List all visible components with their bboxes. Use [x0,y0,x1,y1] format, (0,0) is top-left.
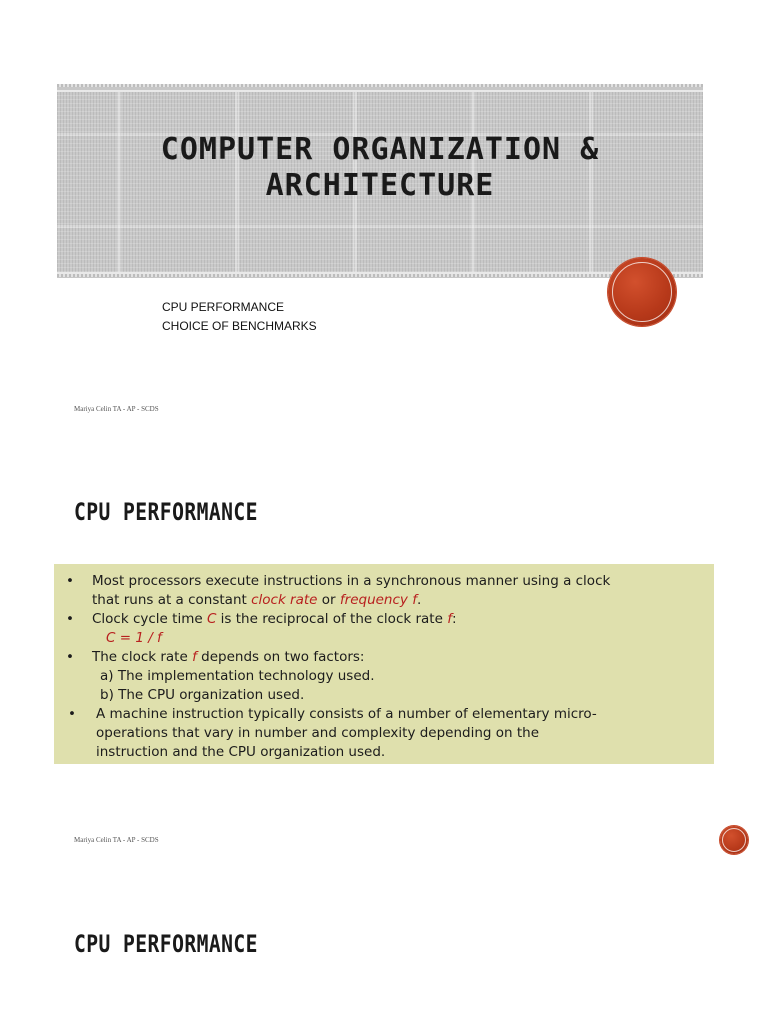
banner-bottom-stripe [57,274,703,277]
slide-subtitle [162,298,317,336]
content-box [54,564,714,764]
bullet-continuation [54,591,714,610]
bullet-icon: • [66,649,74,665]
red-circle-logo-icon [720,826,748,854]
bullet-text: A machine instruction typically consists of a number of elementary micro- [96,706,597,722]
title-slide [0,0,768,440]
section-title: CPU PERFORMANCE [74,498,258,526]
bullet-text: or [317,592,340,608]
emphasis-text: frequency f [339,592,417,608]
bullet-item [54,572,714,591]
slide-footer: Mariya Celin TA - AP - SCDS [74,405,159,413]
bullet-item [54,648,714,667]
bullet-item [54,610,714,629]
subtitle-line-1: CPU PERFORMANCE [162,300,285,314]
title-banner [57,84,703,278]
banner-top-stripe [57,84,703,87]
sub-item-a: a) The implementation technology used. [100,668,375,684]
formula: C = 1 / f [106,630,162,646]
bullet-icon: • [68,706,76,722]
bullet-continuation: operations that vary in number and complexity depending on the [96,725,540,741]
bullet-continuation: instruction and the CPU organization used. [96,744,386,760]
sub-item-b: b) The CPU organization used. [100,687,305,703]
bullet-text: that runs at a constant [92,592,252,608]
red-circle-logo-icon [608,258,676,326]
emphasis-text: clock rate [251,592,318,608]
bullet-item [54,705,714,724]
slide-title [57,132,703,204]
slide-footer: Mariya Celin TA - AP - SCDS [74,836,159,844]
bullet-text: : [451,611,457,627]
bullet-text: is the reciprocal of the clock rate [216,611,448,627]
bullet-icon: • [66,573,74,589]
title-banner-texture [57,90,703,274]
emphasis-text: C [206,611,217,627]
emphasis-text: f [447,611,452,627]
bullet-icon: • [66,611,74,627]
bullet-text: The clock rate [92,649,193,665]
slide-title-line-2: ARCHITECTURE [265,168,495,203]
bullet-text: Most processors execute instructions in a synchronous manner using a clock [92,573,611,589]
bullet-text: Clock cycle time [92,611,207,627]
cpu-performance-slide-2 [0,860,768,1024]
bullet-text: depends on two factors: [196,649,365,665]
slide-title-line-1: COMPUTER ORGANIZATION & [160,132,600,167]
subtitle-line-2: CHOICE OF BENCHMARKS [162,319,317,333]
bullet-list [54,572,714,762]
section-title: CPU PERFORMANCE [74,930,258,958]
emphasis-text: f [192,649,197,665]
cpu-performance-slide [0,440,768,860]
bullet-text: . [416,592,422,608]
